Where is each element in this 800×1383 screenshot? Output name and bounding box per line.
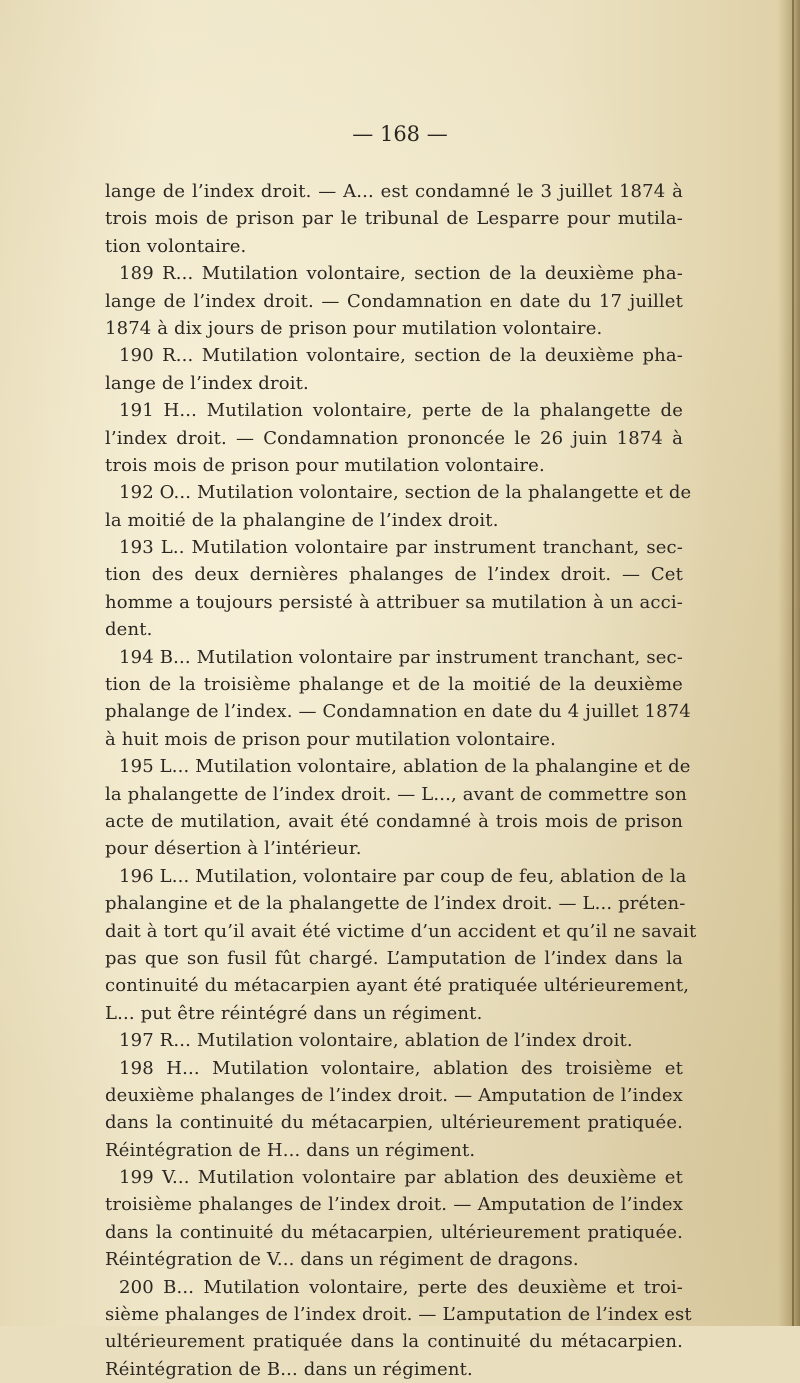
text-line: L... put être réintégré dans un régiment.	[105, 1002, 483, 1024]
text-line: 200 B... Mutilation volontaire, perte des deuxième et troi-	[119, 1276, 683, 1298]
text-line: Réintégration de B... dans un régiment.	[105, 1358, 473, 1380]
text-line: Réintégration de V... dans un régiment de dragons.	[105, 1249, 579, 1271]
text-line: trois mois de prison pour mutilation volontaire.	[105, 454, 545, 476]
page-number: — 168 —	[352, 122, 448, 146]
binding-edge-shadow	[778, 0, 800, 1326]
text-line: 190 R... Mutilation volontaire, section de la deuxième pha-	[119, 345, 683, 367]
text-line: sième phalanges de l’index droit. — L’amputation de l’index est	[105, 1304, 692, 1326]
text-line: Réintégration de H... dans un régiment.	[105, 1139, 476, 1161]
text-line: acte de mutilation, avait été condamné à trois mois de prison	[105, 810, 683, 832]
text-line: 198 H... Mutilation volontaire, ablation des troisième et	[119, 1057, 683, 1079]
text-line: 189 R... Mutilation volontaire, section de la deuxième pha-	[119, 263, 683, 285]
text-line: 191 H... Mutilation volontaire, perte de la phalangette de	[119, 400, 683, 422]
text-line: 192 O... Mutilation volontaire, section de la phalangette et de	[119, 482, 692, 504]
text-line: pas que son fusil fût chargé. L’amputation de l’index dans la	[105, 947, 683, 969]
text-line: 194 B... Mutilation volontaire par instrument tranchant, sec-	[119, 646, 683, 668]
text-line: 199 V... Mutilation volontaire par ablation des deuxième et	[119, 1167, 683, 1189]
text-line: troisième phalanges de l’index droit. — Amputation de l’index	[105, 1194, 683, 1216]
text-line: 195 L... Mutilation volontaire, ablation de la phalangine et de	[119, 756, 691, 778]
text-line: tion de la troisième phalange et de la moitié de la deuxième	[105, 674, 683, 696]
text-line: 193 L.. Mutilation volontaire par instrument tranchant, sec-	[119, 537, 683, 559]
text-line: ultérieurement pratiquée dans la continuité du métacarpien.	[105, 1331, 683, 1353]
text-line: trois mois de prison par le tribunal de Lesparre pour mutila-	[105, 208, 683, 230]
text-line: à huit mois de prison pour mutilation volontaire.	[105, 728, 556, 750]
text-line: la moitié de la phalangine de l’index droit.	[105, 509, 499, 531]
text-line: dans la continuité du métacarpien, ultérieurement pratiquée.	[105, 1112, 683, 1134]
text-line: dait à tort qu’il avait été victime d’un accident et qu’il ne savait	[105, 920, 697, 942]
binding-edge-line	[792, 0, 794, 1326]
text-line: continuité du métacarpien ayant été pratiquée ultérieurement,	[105, 975, 690, 997]
text-line: l’index droit. — Condamnation prononcée le 26 juin 1874 à	[105, 427, 683, 449]
body-text	[105, 178, 697, 1383]
text-line: tion des deux dernières phalanges de l’index droit. — Cet	[105, 564, 683, 586]
text-line: pour désertion à l’intérieur.	[105, 838, 362, 860]
text-line: lange de l’index droit. — A... est condamné le 3 juillet 1874 à	[105, 181, 683, 202]
text-line: homme a toujours persisté à attribuer sa mutilation à un acci-	[105, 591, 683, 613]
text-line: la phalangette de l’index droit. — L..., avant de commettre son	[105, 783, 687, 805]
text-line: lange de l’index droit. — Condamnation en date du 17 juillet	[105, 290, 683, 312]
text-line: 197 R... Mutilation volontaire, ablation de l’index droit.	[119, 1030, 633, 1052]
text-line: phalange de l’index. — Condamnation en date du 4 juillet 1874	[105, 701, 691, 723]
text-line: 196 L... Mutilation, volontaire par coup de feu, ablation de la	[119, 865, 687, 887]
text-line: dans la continuité du métacarpien, ultérieurement pratiquée.	[105, 1221, 683, 1243]
text-line: deuxième phalanges de l’index droit. — Amputation de l’index	[105, 1084, 683, 1106]
text-line: tion volontaire.	[105, 235, 247, 257]
text-line: 1874 à dix jours de prison pour mutilation volontaire.	[105, 317, 603, 339]
text-line: phalangine et de la phalangette de l’index droit. — L... préten-	[105, 893, 686, 915]
text-line: lange de l’index droit.	[105, 372, 309, 394]
text-line: dent.	[105, 619, 153, 641]
